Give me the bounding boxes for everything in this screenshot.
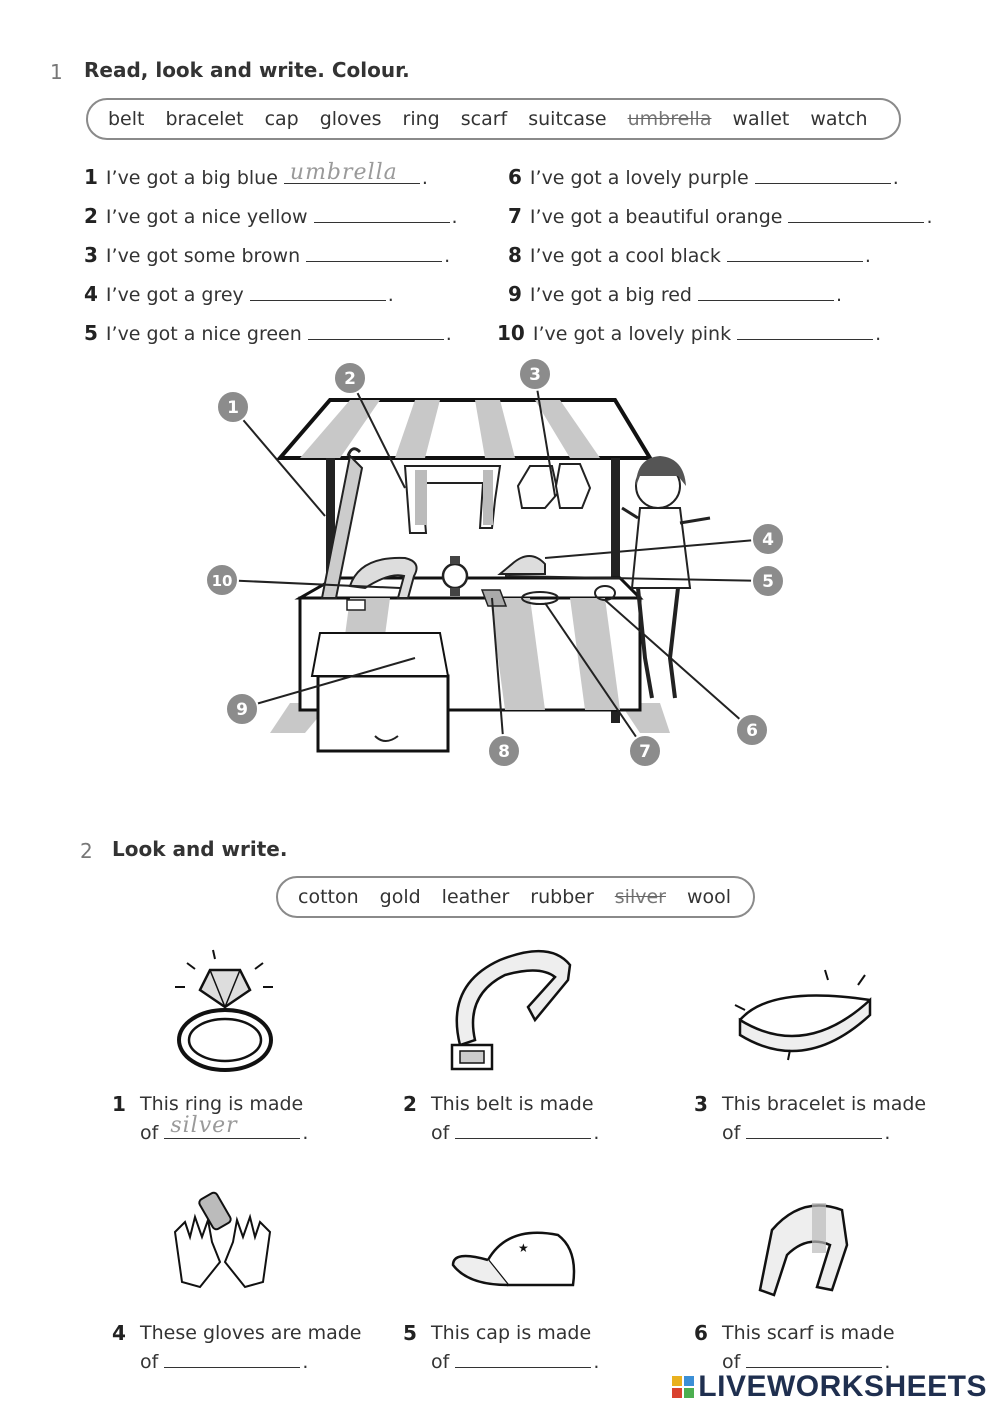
callout-10: 10 — [211, 572, 233, 590]
answer-blank[interactable] — [250, 280, 386, 301]
sentence-number: 3 — [84, 243, 98, 267]
sentence-4: 4 I’ve got a grey . — [84, 282, 394, 306]
item-number: 4 — [112, 1321, 126, 1345]
exercise-1-title: Read, look and write. Colour. — [84, 58, 410, 82]
sentence-text: I’ve got a lovely pink — [532, 323, 732, 345]
market-stall-illustration — [200, 358, 800, 770]
ring-icon — [165, 945, 285, 1075]
item-3-sentence: 3 This bracelet is made of . — [694, 1092, 927, 1144]
sentence-10: 10 I’ve got a lovely pink . — [497, 321, 882, 345]
answer-blank[interactable] — [306, 241, 442, 262]
sentence-9: 9 I’ve got a big red . — [508, 282, 843, 306]
item-text: This cap is made — [431, 1322, 592, 1344]
item-text: These gloves are made — [140, 1322, 362, 1344]
answer-blank[interactable] — [308, 319, 444, 340]
logo-text: LIVEWORKSHEETS — [698, 1370, 987, 1403]
sentence-text: I’ve got a nice yellow — [105, 206, 308, 228]
exercise-2-number: 2 — [80, 839, 93, 863]
sentence-number: 1 — [84, 165, 98, 189]
answer-blank[interactable] — [727, 241, 863, 262]
answer-blank[interactable] — [746, 1118, 882, 1139]
item-text: This ring is made — [140, 1093, 304, 1115]
sentence-3: 3 I’ve got some brown . — [84, 243, 451, 267]
word-bank-item: scarf — [460, 108, 508, 130]
sentence-7: 7 I’ve got a beautiful orange . — [508, 204, 933, 228]
item-6-sentence: 6 This scarf is made of . — [694, 1321, 895, 1373]
callout-5: 5 — [762, 572, 774, 592]
item-text: This belt is made — [431, 1093, 594, 1115]
sentence-number: 6 — [508, 165, 522, 189]
callout-2: 2 — [344, 369, 356, 389]
sentence-text: I’ve got some brown — [105, 245, 301, 267]
item-5-sentence: 5 This cap is made of . — [403, 1321, 600, 1373]
example-answer: silver — [170, 1113, 238, 1138]
sentence-text: I’ve got a big blue — [105, 167, 278, 189]
callout-6: 6 — [746, 721, 758, 741]
scarf-icon — [752, 1195, 857, 1305]
exercise-2-title: Look and write. — [112, 837, 288, 861]
logo-mark-icon — [672, 1376, 694, 1398]
answer-blank[interactable] — [746, 1347, 882, 1368]
belt-icon — [440, 945, 590, 1075]
sentence-5: 5 I’ve got a nice green . — [84, 321, 452, 345]
word-bank-item: cap — [264, 108, 299, 130]
item-text: This scarf is made — [722, 1322, 895, 1344]
answer-blank[interactable] — [788, 202, 924, 223]
svg-text:★: ★ — [518, 1241, 529, 1255]
word-bank-item: gold — [379, 886, 421, 908]
sentence-text: I’ve got a cool black — [529, 245, 721, 267]
answer-blank[interactable] — [455, 1118, 591, 1139]
liveworksheets-logo[interactable] — [672, 1370, 987, 1404]
word-bank-item: watch — [810, 108, 868, 130]
sentence-number: 8 — [508, 243, 522, 267]
word-bank-item: wool — [686, 886, 732, 908]
sentence-2: 2 I’ve got a nice yellow . — [84, 204, 458, 228]
sentence-number: 9 — [508, 282, 522, 306]
answer-blank[interactable] — [698, 280, 834, 301]
word-bank-item: bracelet — [165, 108, 244, 130]
sentence-text: I’ve got a lovely purple — [529, 167, 749, 189]
word-bank-item: suitcase — [528, 108, 607, 130]
answer-blank[interactable] — [284, 160, 420, 185]
callout-7: 7 — [639, 742, 651, 762]
callout-1: 1 — [227, 398, 239, 418]
gloves-icon — [160, 1182, 285, 1302]
word-bank-1 — [86, 98, 901, 140]
sentence-number: 4 — [84, 282, 98, 306]
word-bank-item-used: silver — [614, 886, 666, 908]
callout-3: 3 — [529, 365, 541, 385]
item-number: 5 — [403, 1321, 417, 1345]
word-bank-item: cotton — [298, 886, 359, 908]
answer-blank[interactable] — [755, 163, 891, 184]
word-bank-2 — [276, 876, 755, 918]
item-number: 6 — [694, 1321, 708, 1345]
callout-9: 9 — [236, 700, 248, 720]
item-of: of — [140, 1351, 159, 1373]
item-of: of — [431, 1351, 450, 1373]
answer-blank[interactable] — [455, 1347, 591, 1368]
sentence-number: 5 — [84, 321, 98, 345]
item-of: of — [722, 1122, 741, 1144]
word-bank-item: leather — [441, 886, 510, 908]
sentence-number: 10 — [497, 321, 525, 345]
answer-blank[interactable] — [164, 1113, 300, 1139]
callout-4: 4 — [762, 530, 774, 550]
callout-8: 8 — [498, 742, 510, 762]
answer-blank[interactable] — [164, 1347, 300, 1368]
item-number: 2 — [403, 1092, 417, 1116]
sentence-1: 1 I’ve got a big blue umbrella . — [84, 160, 428, 189]
answer-blank[interactable] — [314, 202, 450, 223]
word-bank-item: ring — [402, 108, 440, 130]
example-answer: umbrella — [289, 160, 398, 185]
answer-blank[interactable] — [737, 319, 873, 340]
item-number: 3 — [694, 1092, 708, 1116]
sentence-8: 8 I’ve got a cool black . — [508, 243, 871, 267]
word-bank-item: wallet — [732, 108, 790, 130]
word-bank-item: gloves — [319, 108, 382, 130]
item-4-sentence: 4 These gloves are made of . — [112, 1321, 362, 1373]
word-bank-item: belt — [108, 108, 145, 130]
sentence-number: 2 — [84, 204, 98, 228]
exercise-1-number: 1 — [50, 60, 63, 84]
item-1-sentence: 1 This ring is made of silver . — [112, 1092, 309, 1144]
item-text: This bracelet is made — [722, 1093, 927, 1115]
sentence-text: I’ve got a nice green — [105, 323, 302, 345]
word-bank-item-used: umbrella — [627, 108, 712, 130]
item-number: 1 — [112, 1092, 126, 1116]
sentence-number: 7 — [508, 204, 522, 228]
item-of: of — [722, 1351, 741, 1373]
sentence-text: I’ve got a big red — [529, 284, 692, 306]
sentence-text: I’ve got a beautiful orange — [529, 206, 783, 228]
sentence-6: 6 I’ve got a lovely purple . — [508, 165, 899, 189]
bracelet-icon — [730, 965, 880, 1065]
item-2-sentence: 2 This belt is made of . — [403, 1092, 600, 1144]
cap-icon — [448, 1220, 578, 1300]
sentence-text: I’ve got a grey — [105, 284, 244, 306]
item-of: of — [140, 1122, 159, 1144]
item-of: of — [431, 1122, 450, 1144]
word-bank-item: rubber — [530, 886, 594, 908]
